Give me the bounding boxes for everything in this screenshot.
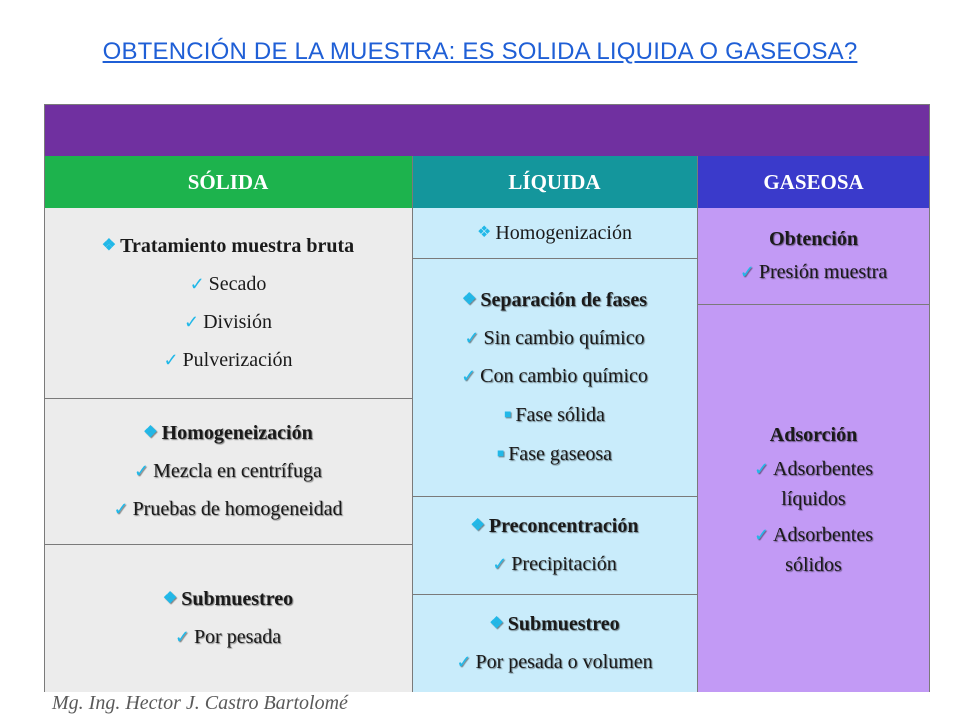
- list-item: [492, 545, 617, 583]
- table-border: [412, 496, 697, 497]
- list-item: [471, 507, 639, 545]
- list-item: [770, 416, 857, 454]
- list-item: [143, 414, 312, 452]
- check-icon: ✓: [163, 350, 179, 370]
- table-border: [44, 104, 930, 105]
- list-item: [744, 454, 884, 514]
- solid-homogeneizacion-title: Homogeneización: [161, 422, 313, 444]
- list-item-text: Presión muestra: [758, 261, 888, 283]
- solid-homogeneizacion-cell: [44, 398, 412, 544]
- table-border: [44, 544, 412, 545]
- liquid-homogenizacion-cell: [412, 208, 697, 258]
- table-border: [412, 156, 413, 692]
- solid-submuestreo-title: Submuestreo: [181, 588, 294, 610]
- diamond-bullet-icon: ❖: [101, 237, 117, 254]
- liquid-submuestreo-cell: [412, 594, 697, 692]
- list-item-text: División: [203, 311, 272, 333]
- list-item: [489, 605, 619, 643]
- page-title: OBTENCIÓN DE LA MUESTRA: ES SOLIDA LIQUIDA O GASEOSA?: [102, 38, 858, 65]
- solid-submuestreo-cell: [44, 544, 412, 692]
- liquid-separacion-cell: [412, 258, 697, 496]
- header-liquid-label: LÍQUIDA: [508, 169, 601, 194]
- list-item-text: Fase gaseosa: [508, 443, 613, 465]
- list-item: [462, 281, 647, 319]
- list-item: [184, 303, 272, 341]
- liquid-separacion-title: Separación de fases: [480, 289, 647, 311]
- list-item: [134, 452, 322, 490]
- diamond-bullet-icon: ❖: [461, 291, 477, 308]
- header-gas-label: GASEOSA: [763, 169, 864, 194]
- author-footer: Mg. Ing. Hector J. Castro Bartolomé: [52, 692, 348, 714]
- list-item: [744, 520, 884, 580]
- table-border: [44, 398, 412, 399]
- list-item: [190, 265, 267, 303]
- table-border: [697, 156, 698, 692]
- list-item-text: Adsorbentes líquidos: [773, 458, 874, 510]
- header-solid-label: SÓLIDA: [187, 169, 269, 194]
- liquid-preconcentracion-cell: [412, 496, 697, 594]
- list-item: [163, 341, 292, 379]
- list-item: [497, 434, 612, 473]
- check-icon: ✓: [113, 499, 129, 519]
- diamond-bullet-icon: ❖: [477, 224, 492, 241]
- check-icon: ✓: [134, 461, 150, 481]
- list-item-text: Con cambio químico: [480, 365, 648, 387]
- list-item: [456, 643, 652, 681]
- list-item: [175, 618, 281, 656]
- list-item: [740, 258, 887, 286]
- list-item-text: Por pesada o volumen: [475, 651, 653, 673]
- check-icon: ✓: [492, 554, 508, 574]
- table-border: [412, 594, 697, 595]
- list-item-text: Por pesada: [193, 626, 282, 648]
- header-liquid: [412, 156, 697, 208]
- list-item: [504, 395, 605, 434]
- list-item-text: Precipitación: [511, 553, 617, 575]
- gas-obtencion-cell: [697, 208, 930, 304]
- list-item: [113, 490, 342, 528]
- check-icon: ✓: [184, 312, 200, 332]
- solid-tratamiento-title: Tratamiento muestra bruta: [120, 235, 355, 257]
- check-icon: ✓: [456, 652, 472, 672]
- list-item-text: Pruebas de homogeneidad: [132, 498, 343, 520]
- diamond-bullet-icon: ❖: [470, 517, 485, 534]
- list-item: [769, 220, 858, 258]
- check-icon: ✓: [753, 459, 770, 479]
- list-item-text: Sin cambio químico: [483, 327, 645, 349]
- liquid-preconcentracion-title: Preconcentración: [488, 515, 639, 537]
- liquid-submuestreo-title: Submuestreo: [507, 613, 620, 635]
- list-item-text: Adsorbentes sólidos: [773, 524, 874, 576]
- square-bullet-icon: ■: [496, 446, 505, 460]
- liquid-homogenizacion-title: Homogenización: [495, 222, 632, 244]
- header-gas: [697, 156, 930, 208]
- check-icon: ✓: [753, 525, 770, 545]
- gas-obtencion-title: Obtención: [769, 228, 858, 250]
- diamond-bullet-icon: ❖: [143, 424, 158, 441]
- list-item-text: Mezcla en centrífuga: [153, 460, 322, 482]
- list-item: [461, 357, 648, 395]
- list-item: [477, 214, 632, 252]
- check-icon: ✓: [189, 274, 205, 294]
- gas-adsorcion-cell: [697, 304, 930, 692]
- diamond-bullet-icon: ❖: [162, 590, 178, 607]
- table-border: [412, 258, 697, 259]
- solid-tratamiento-cell: [44, 208, 412, 398]
- square-bullet-icon: ■: [504, 407, 512, 421]
- check-icon: ✓: [174, 627, 190, 647]
- list-item: [102, 227, 354, 265]
- list-item-text: Pulverización: [182, 349, 293, 371]
- list-item-text: Fase sólida: [515, 404, 605, 426]
- table-border: [697, 304, 930, 305]
- table-border: [929, 104, 930, 692]
- check-icon: ✓: [464, 328, 480, 348]
- diamond-bullet-icon: ❖: [489, 615, 504, 632]
- table-banner: [44, 104, 930, 156]
- check-icon: ✓: [461, 366, 477, 386]
- list-item: [464, 319, 644, 357]
- gas-adsorcion-title: Adsorción: [769, 424, 858, 446]
- list-item: [163, 580, 293, 618]
- header-solid: [44, 156, 412, 208]
- list-item-text: Secado: [208, 273, 267, 295]
- check-icon: ✓: [739, 262, 755, 282]
